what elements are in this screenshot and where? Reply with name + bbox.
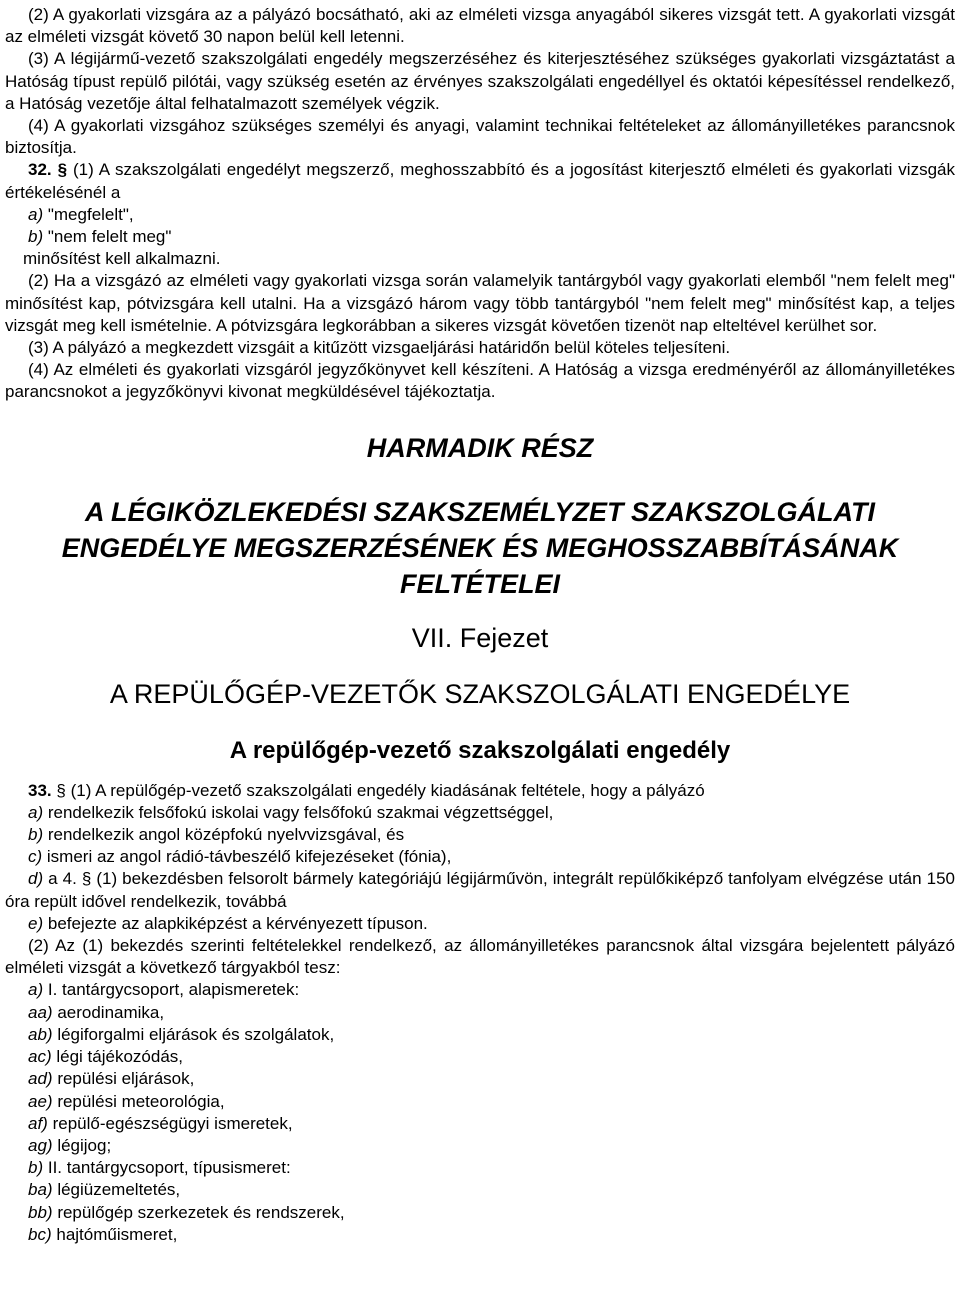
list-item: ac) légi tájékozódás, (28, 1047, 183, 1067)
list-item: af) repülő-egészségügyi ismeretek, (28, 1113, 293, 1133)
subject-group-a: a) I. tantárgycsoport, alapismeretek: (28, 980, 300, 1000)
paragraph-31-3: (3) A légijármű-vezető szakszolgálati engedély megszerzéséhez és kiterjesztéséhez szükséges gyakorlati vizsgáztatást a Hatóság típust repülő pilótái, vagy szükség esetén az érvényes szakszolgálati engedéllyel és oktatói képesítéssel rendelkező, a Hatóság vezetője által felhatalmazott személyek végzik. (5, 49, 955, 113)
list-item: ba) légiüzemeltetés, (28, 1180, 181, 1200)
section-text: (1) A szakszolgálati engedélyt megszerző, meghosszabbító és a jogosítást kiterjesztő elméleti és gyakorlati vizsgák értékelésénél a (5, 160, 955, 202)
section-number: 32. (28, 160, 52, 180)
section-sign: § (56, 780, 66, 800)
subject-group-b: b) II. tantárgycsoport, típusismeret: (28, 1158, 291, 1178)
subject-list-a (5, 1002, 955, 1157)
paragraph-33-2: (2) Az (1) bekezdés szerinti feltételekkel rendelkező, az állományilletékes parancsnok által vizsgára bejelentett pályázó elméleti vizsgát a következő tárgyakból tesz: (5, 936, 955, 978)
list-item: c) ismeri az angol rádió-távbeszélő kifejezéseket (fónia), (28, 847, 452, 867)
section-number: 33. (28, 780, 52, 800)
list-item: a) "megfelelt", (28, 204, 134, 224)
paragraph-32-2: (2) Ha a vizsgázó az elméleti vagy gyakorlati vizsga során valamelyik tantárgyból vagy gyakorlati elemből "nem felelt meg" minősítést kap, pótvizsgára kell utalni. Ha a vizsgázó három vagy több tantárgyból "nem felelt meg" minősítést kap, a teljes vizsgát meg kell ismételnie. A pótvizsgára legkorábban a sikeres vizsgát követően tizenöt nap elteltével kerülhet sor. (5, 271, 955, 335)
part-title: HARMADIK RÉSZ (366, 432, 594, 463)
paragraph-32-3: (3) A pályázó a megkezdett vizsgáit a kitűzött vizsgaeljárási határidőn belül köteles teljesíteni. (28, 338, 731, 358)
list-item: b) "nem felelt meg" (28, 227, 172, 247)
list-item: a) rendelkezik felsőfokú iskolai vagy felsőfokú szakmai végzettséggel, (28, 802, 554, 822)
chapter-title: A REPÜLŐGÉP-VEZETŐK SZAKSZOLGÁLATI ENGEDÉLYE (109, 678, 851, 709)
list-item: bb) repülőgép szerkezetek és rendszerek, (28, 1202, 345, 1222)
paragraph-32-4: (4) Az elméleti és gyakorlati vizsgáról jegyzőkönyvet kell készíteni. A Hatóság a vizsga eredményéről az állományilletékes parancsnokot a jegyzőkönyvi kivonat megküldésével tájékoztatja. (5, 360, 955, 402)
section-title: A repülőgép-vezető szakszolgálati engedély (229, 736, 731, 764)
list-item: ab) légiforgalmi eljárások és szolgálatok, (28, 1024, 335, 1044)
list-item: ad) repülési eljárások, (28, 1069, 195, 1089)
list-item: ag) légijog; (28, 1135, 112, 1155)
list-item: aa) aerodinamika, (28, 1002, 165, 1022)
part-subtitle: A LÉGIKÖZLEKEDÉSI SZAKSZEMÉLYZET SZAKSZOLGÁLATI ENGEDÉLYE MEGSZERZÉSÉNEK ÉS MEGHOSSZABBÍTÁSÁNAK FELTÉTELEI (61, 496, 899, 599)
subject-list-b (5, 1179, 955, 1246)
list-item: bc) hajtóműismeret, (28, 1224, 178, 1244)
list-item: ae) repülési meteorológia, (28, 1091, 225, 1111)
paragraph-31-4: (4) A gyakorlati vizsgához szükséges személyi és anyagi, valamint technikai feltételeket az állományilletékes parancsnok biztosítja. (5, 116, 955, 158)
section-33-intro (5, 780, 955, 802)
section-text: (1) A repülőgép-vezető szakszolgálati engedély kiadásának feltétele, hogy a pályázó (70, 780, 705, 800)
list-item: e) befejezte az alapkiképzést a kérvényezett típuson. (28, 913, 428, 933)
section-sign: § (57, 160, 68, 180)
chapter-number: VII. Fejezet (411, 622, 549, 653)
section-32-tail: minősítést kell alkalmazni. (23, 249, 221, 269)
paragraph-31-2: (2) A gyakorlati vizsgára az a pályázó bocsátható, aki az elméleti vizsga anyagából sikeres vizsgát tett. A gyakorlati vizsgát az elméleti vizsgát követő 30 napon belül kell letenni. (5, 5, 955, 47)
s33-conditions-list (5, 802, 955, 935)
section-32-intro (5, 159, 955, 203)
list-item: b) rendelkezik angol középfokú nyelvvizsgával, és (28, 825, 405, 845)
list-item: d) a 4. § (1) bekezdésben felsorolt bármely kategóriájú légijárművön, integrált repülőkiképző tanfolyam elvégzése után 150 óra repült idővel rendelkezik, továbbá (5, 869, 955, 911)
